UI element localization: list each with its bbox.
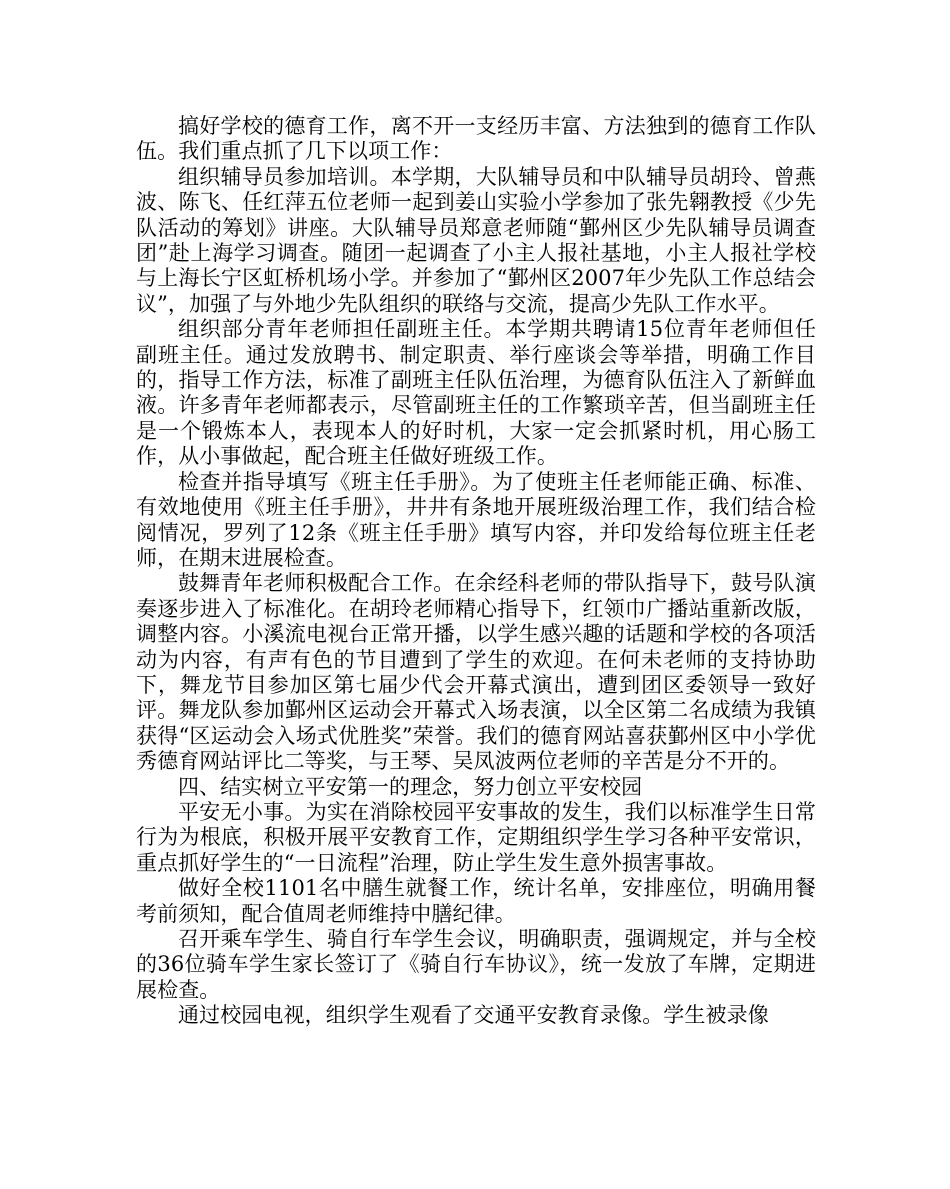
section-heading-safety: 四、结实树立平安第一的理念，努力创立平安校园: [178, 774, 643, 799]
paragraph-intro: 搞好学校的德育工作，离不开一支经历丰富、方法独到的德育工作队伍。我们重点抓了几下以项工作：: [136, 114, 816, 164]
paragraph-young-teachers: 鼓舞青年老师积极配合工作。在余经科老师的带队指导下，鼓号队演奏逐步进入了标准化。在胡玲老师精心指导下，红领巾广播站重新改版，调整内容。小溪流电视台正常开播，以学生感兴趣的话题和学校的各项活动为内容，有声有色的节目遭到了学生的欢迎。在何未老师的支持协助下，舞龙节目参加区第七届少代会开幕式演出，遭到团区委领导一致好评。舞龙队参加鄞州区运动会开幕式入场表演，以全区第二名成绩为我镇获得“区运动会入场式优胜奖”荣誉。我们的德育网站喜获鄞州区中小学优秀德育网站评比二等奖，与王琴、吴凤波两位老师的辛苦是分不开的。: [136, 571, 816, 774]
paragraph-handbook-check: 检查并指导填写《班主任手册》。为了使班主任老师能正确、标准、有效地使用《班主任手册》，井井有条地开展班级治理工作，我们结合检阅情况，罗列了12条《班主任手册》填写内容，并印发给每位班主任老师，在期末进展检查。: [136, 469, 816, 570]
paragraph-bicycle: 召开乘车学生、骑自行车学生会议，明确职责，强调规定，并与全校的36位骑车学生家长签订了《骑自行车协议》，统一发放了车牌，定期进展检查。: [136, 927, 816, 1002]
document-page: [136, 114, 816, 1029]
paragraph-traffic-video: 通过校园电视，组织学生观看了交通平安教育录像。学生被录像: [178, 1003, 769, 1028]
paragraph-assistant-head-teachers: 组织部分青年老师担任副班主任。本学期共聘请15位青年老师但任副班主任。通过发放聘书、制定职责、举行座谈会等举措，明确工作目的，指导工作方法，标准了副班主任队伍治理，为德育队伍注入了新鲜血液。许多青年老师都表示，尽管副班主任的工作繁琐辛苦，但当副班主任是一个锻炼本人，表现本人的好时机，大家一定会抓紧时机，用心肠工作，从小事做起，配合班主任做好班级工作。: [136, 317, 816, 469]
paragraph-counselor-training: 组织辅导员参加培训。本学期，大队辅导员和中队辅导员胡玲、曾燕波、陈飞、任红萍五位老师一起到姜山实验小学参加了张先翱教授《少先队活动的筹划》讲座。大队辅导员郑意老师随“鄞州区少先队辅导员调查团”赴上海学习调查。随团一起调查了小主人报社基地，小主人报社学校与上海长宁区虹桥机场小学。并参加了“鄞州区2007年少先队工作总结会议”，加强了与外地少先队组织的联络与交流，提高少先队工作水平。: [136, 164, 816, 316]
paragraph-safety-intro: 平安无小事。为实在消除校园平安事故的发生，我们以标准学生日常行为为根底，积极开展平安教育工作，定期组织学生学习各种平安常识，重点抓好学生的“一日流程”治理，防止学生发生意外损害事故。: [136, 799, 816, 875]
paragraph-lunch: 做好全校1101名中膳生就餐工作，统计名单，安排座位，明确用餐考前须知，配合值周老师维持中膳纪律。: [136, 876, 816, 926]
